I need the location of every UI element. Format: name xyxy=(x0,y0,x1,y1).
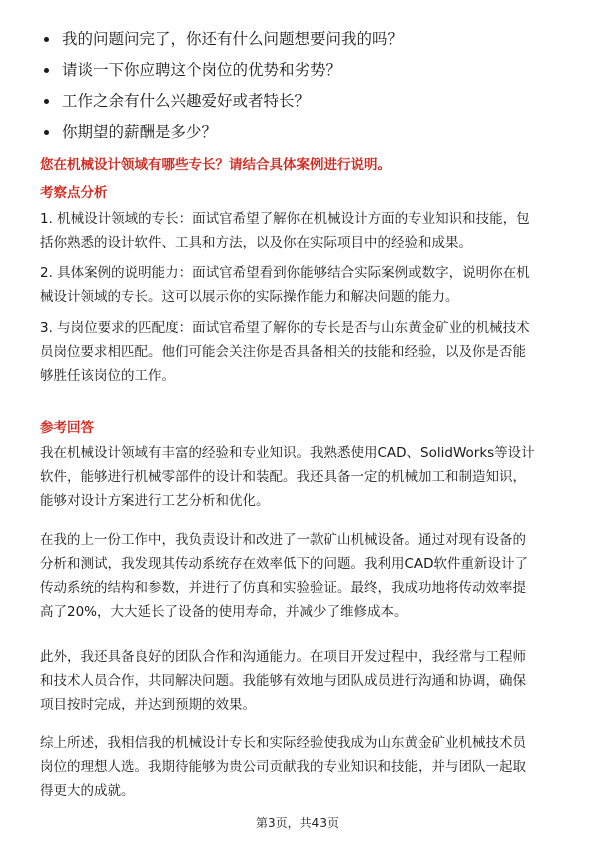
answer-paragraph-3: 此外，我还具备良好的团队合作和沟通能力。在项目开发过程中，我经常与工程师 和技术人员合作，共同解决问题。我能够有效地与团队成员进行沟通和协调，确保 项目按时完成，并达到预期的效果。 xyxy=(40,649,526,713)
interview-question: 您在机械设计领域有哪些专长？请结合具体案例进行说明。 xyxy=(40,157,391,173)
question-list xyxy=(40,24,560,148)
answer-heading: 参考回答 xyxy=(40,420,94,436)
answer-paragraph-1: 我在机械设计领域有丰富的经验和专业知识。我熟悉使用CAD、SolidWorks等设计 软件，能够进行机械零部件的设计和装配。我还具备一定的机械加工和制造知识， 能够对设计方案进行工艺分析和优化。 xyxy=(40,445,535,509)
bullet-icon xyxy=(44,99,49,104)
answer-paragraph-2: 在我的上一份工作中，我负责设计和改进了一款矿山机械设备。通过对现有设备的 分析和测试，我发现其传动系统存在效率低下的问题。我利用CAD软件重新设计了 传动系统的结构和参数，并进行了仿真和实验验证。最终，我成功地将传动效率提 高了20%，大大延长了设备的使用寿命，并减少了维修成本。 xyxy=(40,532,529,620)
analysis-heading: 考察点分析 xyxy=(40,185,108,201)
analysis-item-3: 3. 与岗位要求的匹配度：面试官希望了解你的专长是否与山东黄金矿业的机械技术 员岗位要求相匹配。他们可能会关注你是否具备相关的技能和经验，以及你是否能 够胜任该岗位的工作。 xyxy=(40,320,530,384)
list-item: 工作之余有什么兴趣爱好或者特长？ xyxy=(40,86,560,117)
list-item: 你期望的薪酬是多少？ xyxy=(40,117,560,148)
analysis-item-2: 2. 具体案例的说明能力：面试官希望看到你能够结合实际案例或数字，说明你在机 械设计领域的专长。这可以展示你的实际操作能力和解决问题的能力。 xyxy=(40,265,530,305)
bullet-icon xyxy=(44,68,49,73)
analysis-item-1: 1. 机械设计领域的专长：面试官希望了解你在机械设计方面的专业知识和技能，包 括你熟悉的设计软件、工具和方法，以及你在实际项目中的经验和成果。 xyxy=(40,211,530,251)
page-number: 第3页，共43页 xyxy=(256,816,339,830)
bullet-icon xyxy=(44,37,49,42)
list-item: 我的问题问完了，你还有什么问题想要问我的吗？ xyxy=(40,24,560,55)
list-item: 请谈一下你应聘这个岗位的优势和劣势？ xyxy=(40,55,560,86)
answer-paragraph-4: 综上所述，我相信我的机械设计专长和实际经验使我成为山东黄金矿业机械技术员 岗位的理想人选。我期待能够为贵公司贡献我的专业知识和技能，并与团队一起取 得更大的成就。 xyxy=(40,735,526,799)
bullet-icon xyxy=(44,130,49,135)
